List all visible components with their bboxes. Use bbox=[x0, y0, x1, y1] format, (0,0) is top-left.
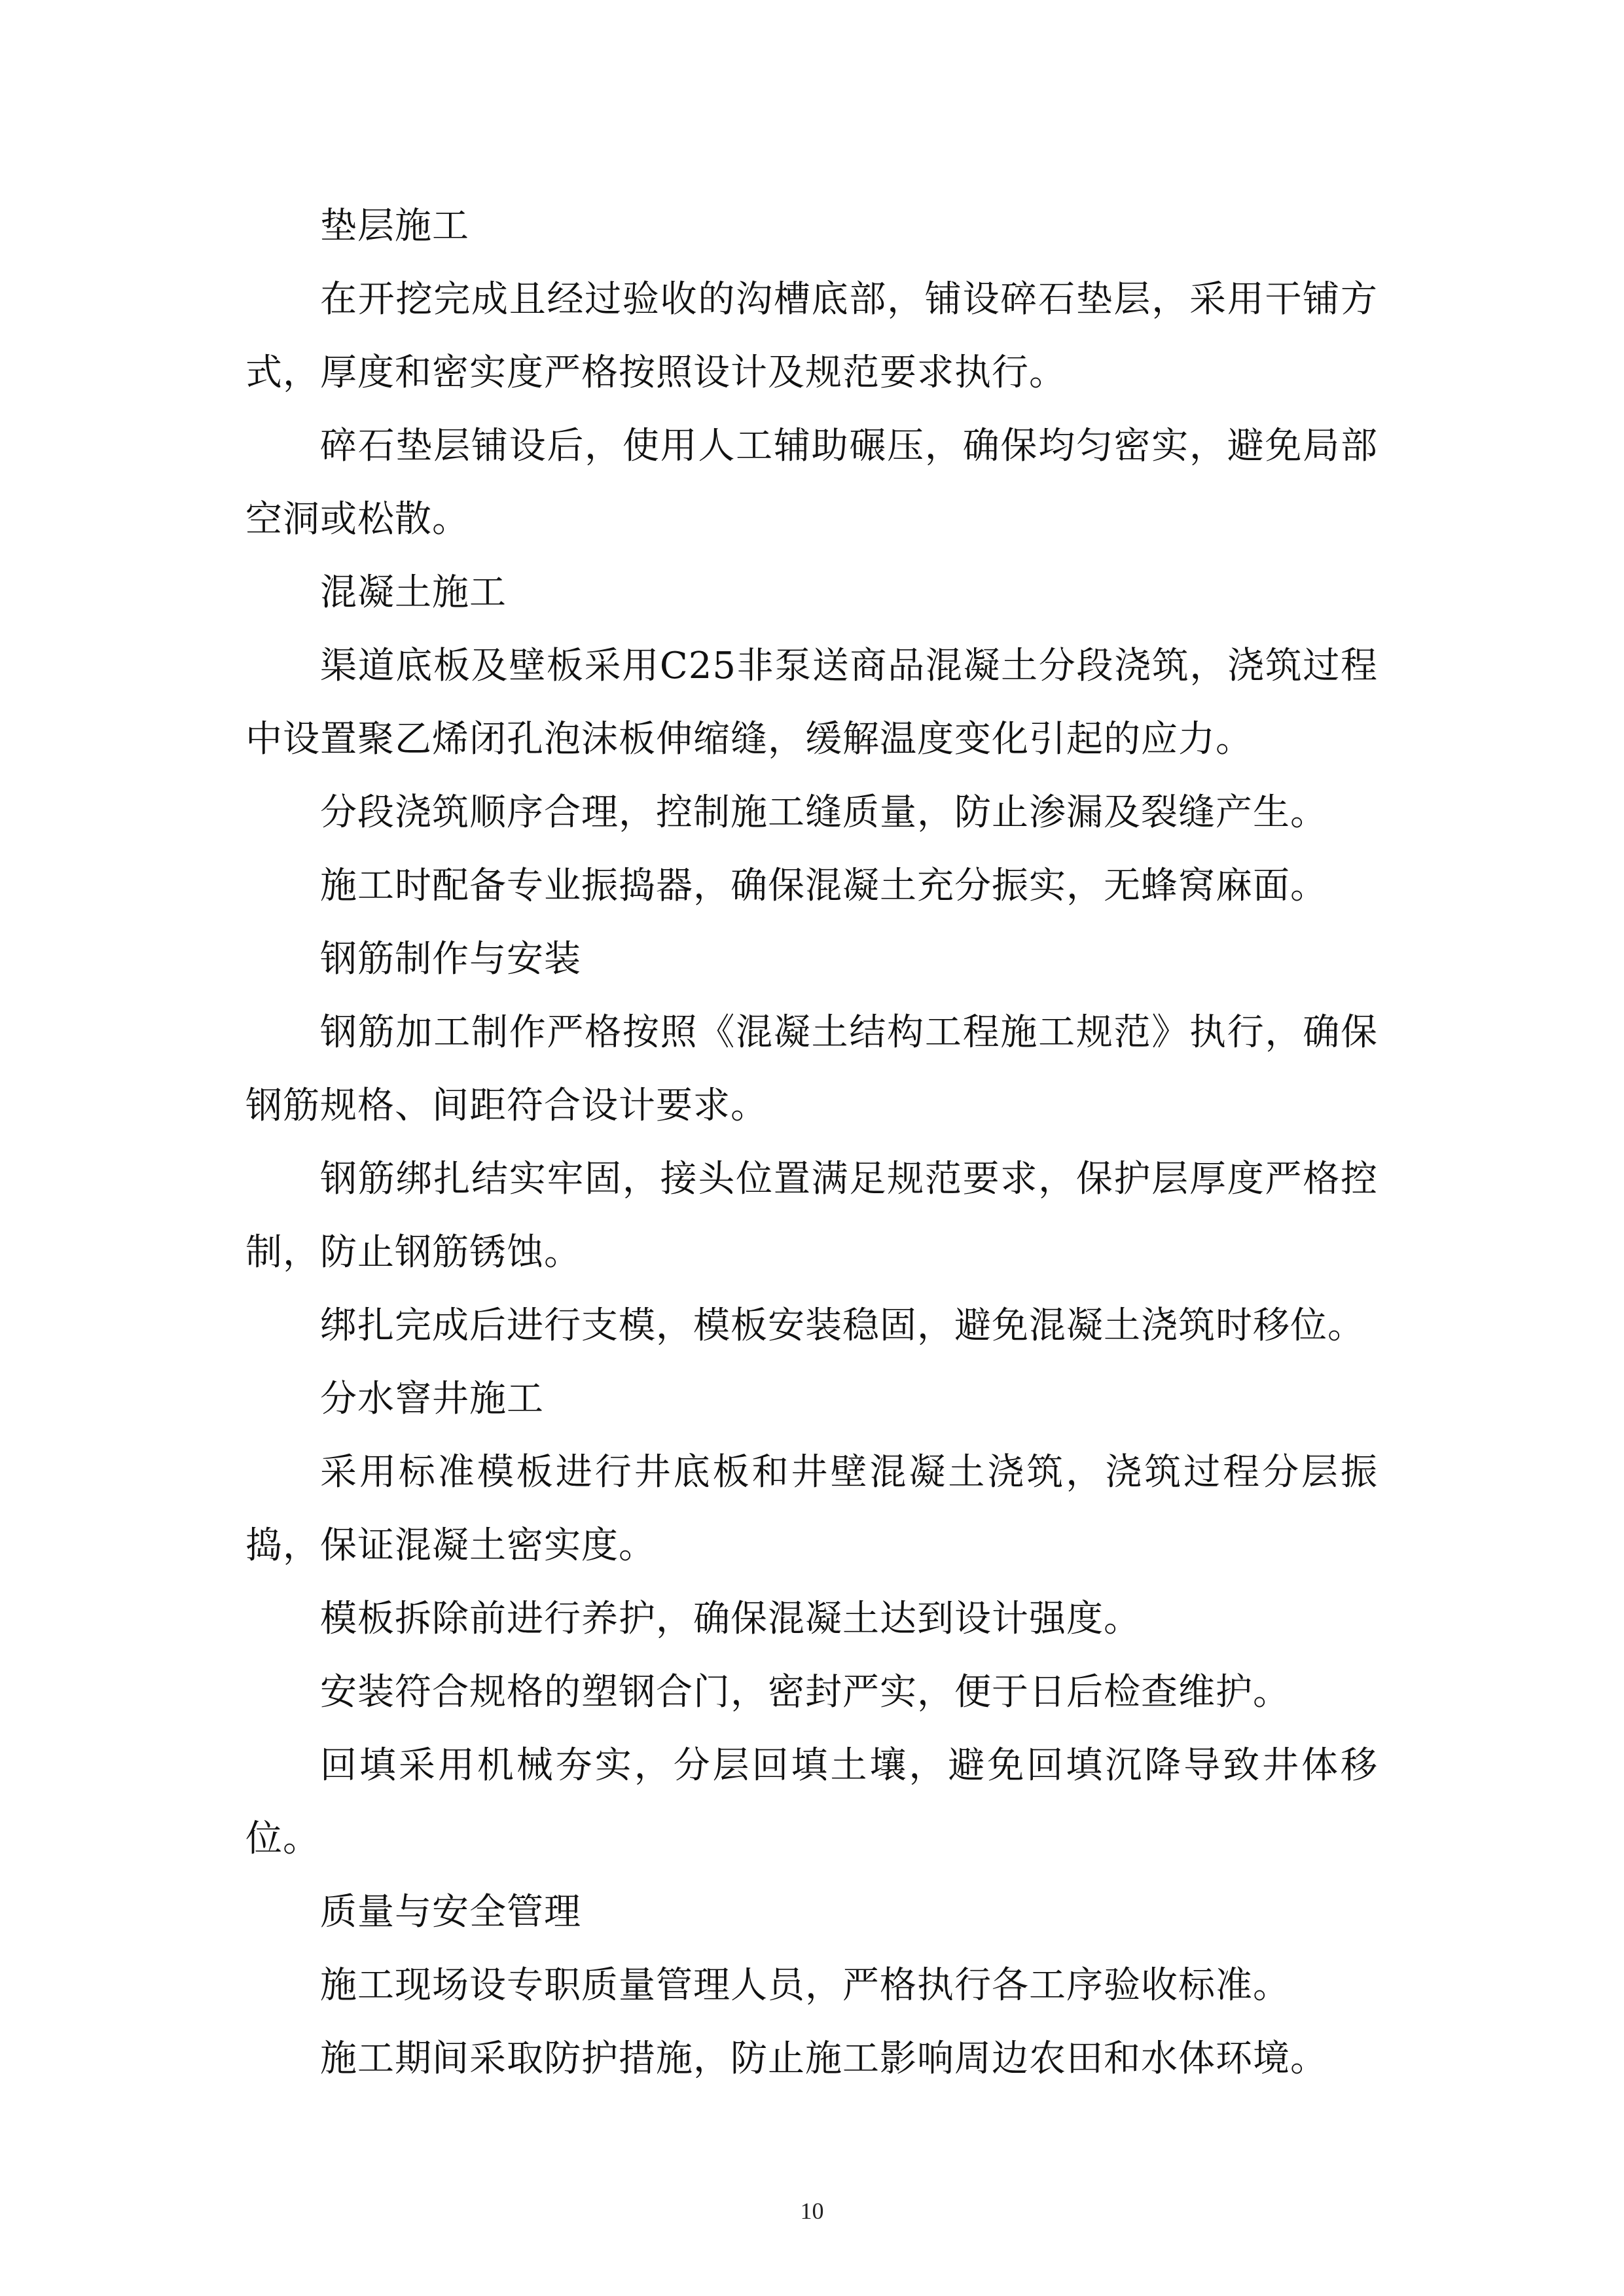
paragraph: 碎石垫层铺设后，使用人工辅助碾压，确保均匀密实，避免局部空洞或松散。 bbox=[245, 425, 1378, 541]
section-heading-concrete: 混凝土施工 bbox=[320, 571, 507, 614]
section-heading-manhole: 分水窨井施工 bbox=[320, 1378, 544, 1420]
paragraph: 钢筋绑扎结实牢固，接头位置满足规范要求，保护层厚度严格控制，防止钢筋锈蚀。 bbox=[245, 1158, 1378, 1274]
document-body bbox=[245, 190, 1378, 2096]
paragraph: 施工现场设专职质量管理人员，严格执行各工序验收标准。 bbox=[320, 1964, 1290, 2007]
paragraph: 模板拆除前进行养护，确保混凝土达到设计强度。 bbox=[320, 1598, 1141, 1640]
paragraph: 分段浇筑顺序合理，控制施工缝质量，防止渗漏及裂缝产生。 bbox=[320, 791, 1327, 834]
paragraph: 在开挖完成且经过验收的沟槽底部，铺设碎石垫层，采用干铺方式，厚度和密实度严格按照设计及规范要求执行。 bbox=[245, 278, 1378, 394]
section-heading-rebar: 钢筋制作与安装 bbox=[320, 938, 581, 980]
paragraph: 施工期间采取防护措施，防止施工影响周边农田和水体环境。 bbox=[320, 2037, 1327, 2080]
paragraph: 安装符合规格的塑钢合门，密封严实，便于日后检查维护。 bbox=[320, 1671, 1290, 1713]
paragraph: 施工时配备专业振捣器，确保混凝土充分振实，无蜂窝麻面。 bbox=[320, 865, 1327, 907]
paragraph: 采用标准模板进行井底板和井壁混凝土浇筑，浇筑过程分层振捣，保证混凝土密实度。 bbox=[245, 1451, 1378, 1567]
page-number: 10 bbox=[800, 2198, 824, 2224]
paragraph: 绑扎完成后进行支模，模板安装稳固，避免混凝土浇筑时移位。 bbox=[320, 1304, 1365, 1347]
paragraph: 钢筋加工制作严格按照《混凝土结构工程施工规范》执行，确保钢筋规格、间距符合设计要求。 bbox=[245, 1011, 1378, 1127]
section-heading-cushion: 垫层施工 bbox=[320, 205, 469, 247]
paragraph: 渠道底板及壁板采用C25非泵送商品混凝土分段浇筑，浇筑过程中设置聚乙烯闭孔泡沫板伸缩缝，缓解温度变化引起的应力。 bbox=[245, 645, 1378, 761]
paragraph: 回填采用机械夯实，分层回填土壤，避免回填沉降导致井体移位。 bbox=[245, 1744, 1378, 1860]
section-heading-quality-safety: 质量与安全管理 bbox=[320, 1891, 581, 1933]
